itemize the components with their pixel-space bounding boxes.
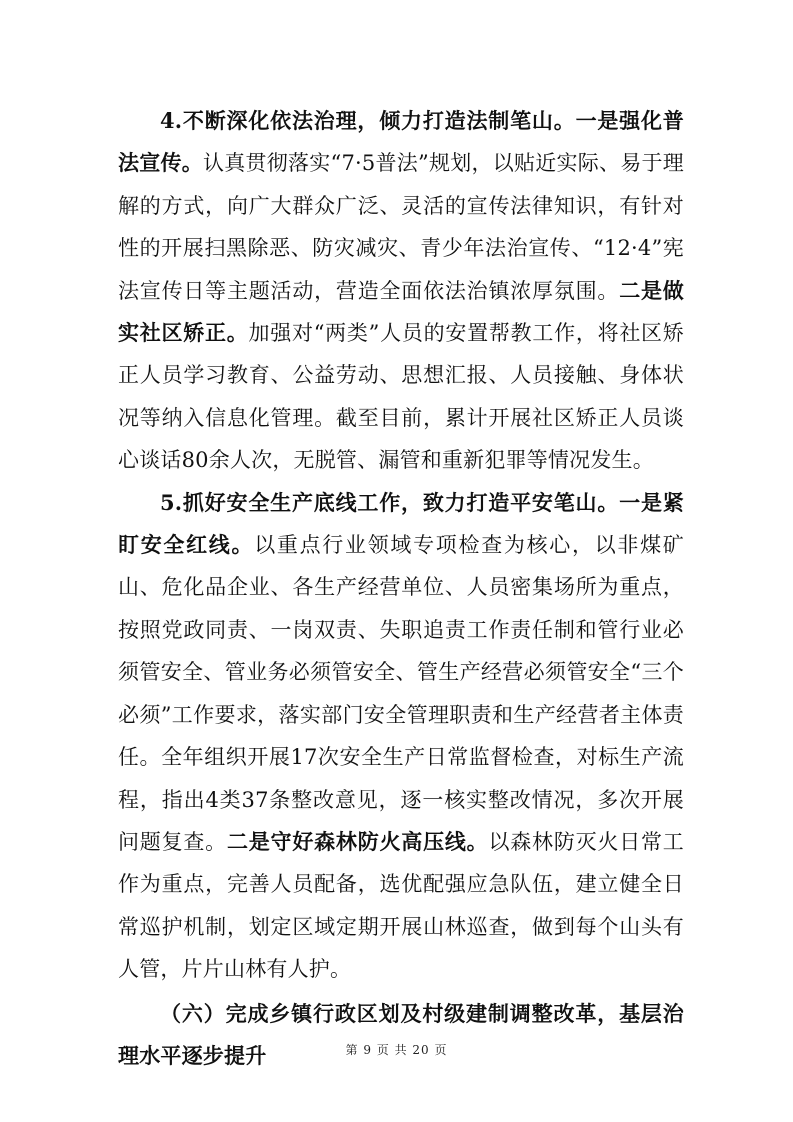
paragraph-section-5 <box>118 482 684 991</box>
paragraph-section-6 <box>118 993 684 1078</box>
section-5-heading: 5.抓好安全生产底线工作，致力打造平安笔山。 <box>160 489 620 515</box>
body-text-safety-redline: 以重点行业领域专项检查为核心，以非煤矿山、危化品企业、各生产经营单位、人员密集场所为重点，按照党政同责、一岗双责、失职追责工作责任制和管行业必须管安全、管业务必须管安全、管生产经营必须管安全“三个必须”工作要求，落实部门安全管理职责和生产经营者主体责任。全年组织开展17次安全生产日常监督检查，对标生产流程，指出4类37条整改意见，逐一核实整改情况，多次开展问题复查。 <box>118 533 684 854</box>
document-body <box>118 100 684 1077</box>
subheading-legal-publicity: 一是强化普法宣传。 <box>118 108 685 176</box>
body-text-community-correction: 加强对“两类”人员的安置帮教工作，将社区矫正人员学习教育、公益劳动、思想汇报、人员接触、身体状况等纳入信息化管理。截至目前，累计开展社区矫正人员谈心谈话80余人次，无脱管、漏管和重新犯罪等情况发生。 <box>118 321 685 473</box>
section-6-heading: （六）完成乡镇行政区划及村级建制调整改革，基层治理水平逐步提升 <box>118 1000 684 1068</box>
subheading-community-correction: 二是做实社区矫正。 <box>118 277 684 346</box>
body-text-legal-publicity: 认真贯彻落实“7·5普法”规划，以贴近实际、易于理解的方式，向广大群众广泛、灵活的宣传法律知识，有针对性的开展扫黑除恶、防灾减灾、青少年法治宣传、“12·4”宪法宣传日等主题活动，营造全面依法治镇浓厚氛围。 <box>118 151 684 303</box>
subheading-safety-redline: 一是紧盯安全红线。 <box>118 489 684 558</box>
body-text-forest-fire: 以森林防灭火日常工作为重点，完善人员配备，选优配强应急队伍，建立健全日常巡护机制，划定区域定期开展山林巡查，做到每个山头有人管，片片山林有人护。 <box>118 829 684 982</box>
section-4-heading: 4.不断深化依法治理，倾力打造法制笔山。 <box>160 108 576 133</box>
page-number-footer: 第 9 页 共 20 页 <box>345 1043 448 1057</box>
paragraph-section-4 <box>118 100 684 482</box>
subheading-forest-fire: 二是守好森林防火高压线。 <box>226 828 489 854</box>
